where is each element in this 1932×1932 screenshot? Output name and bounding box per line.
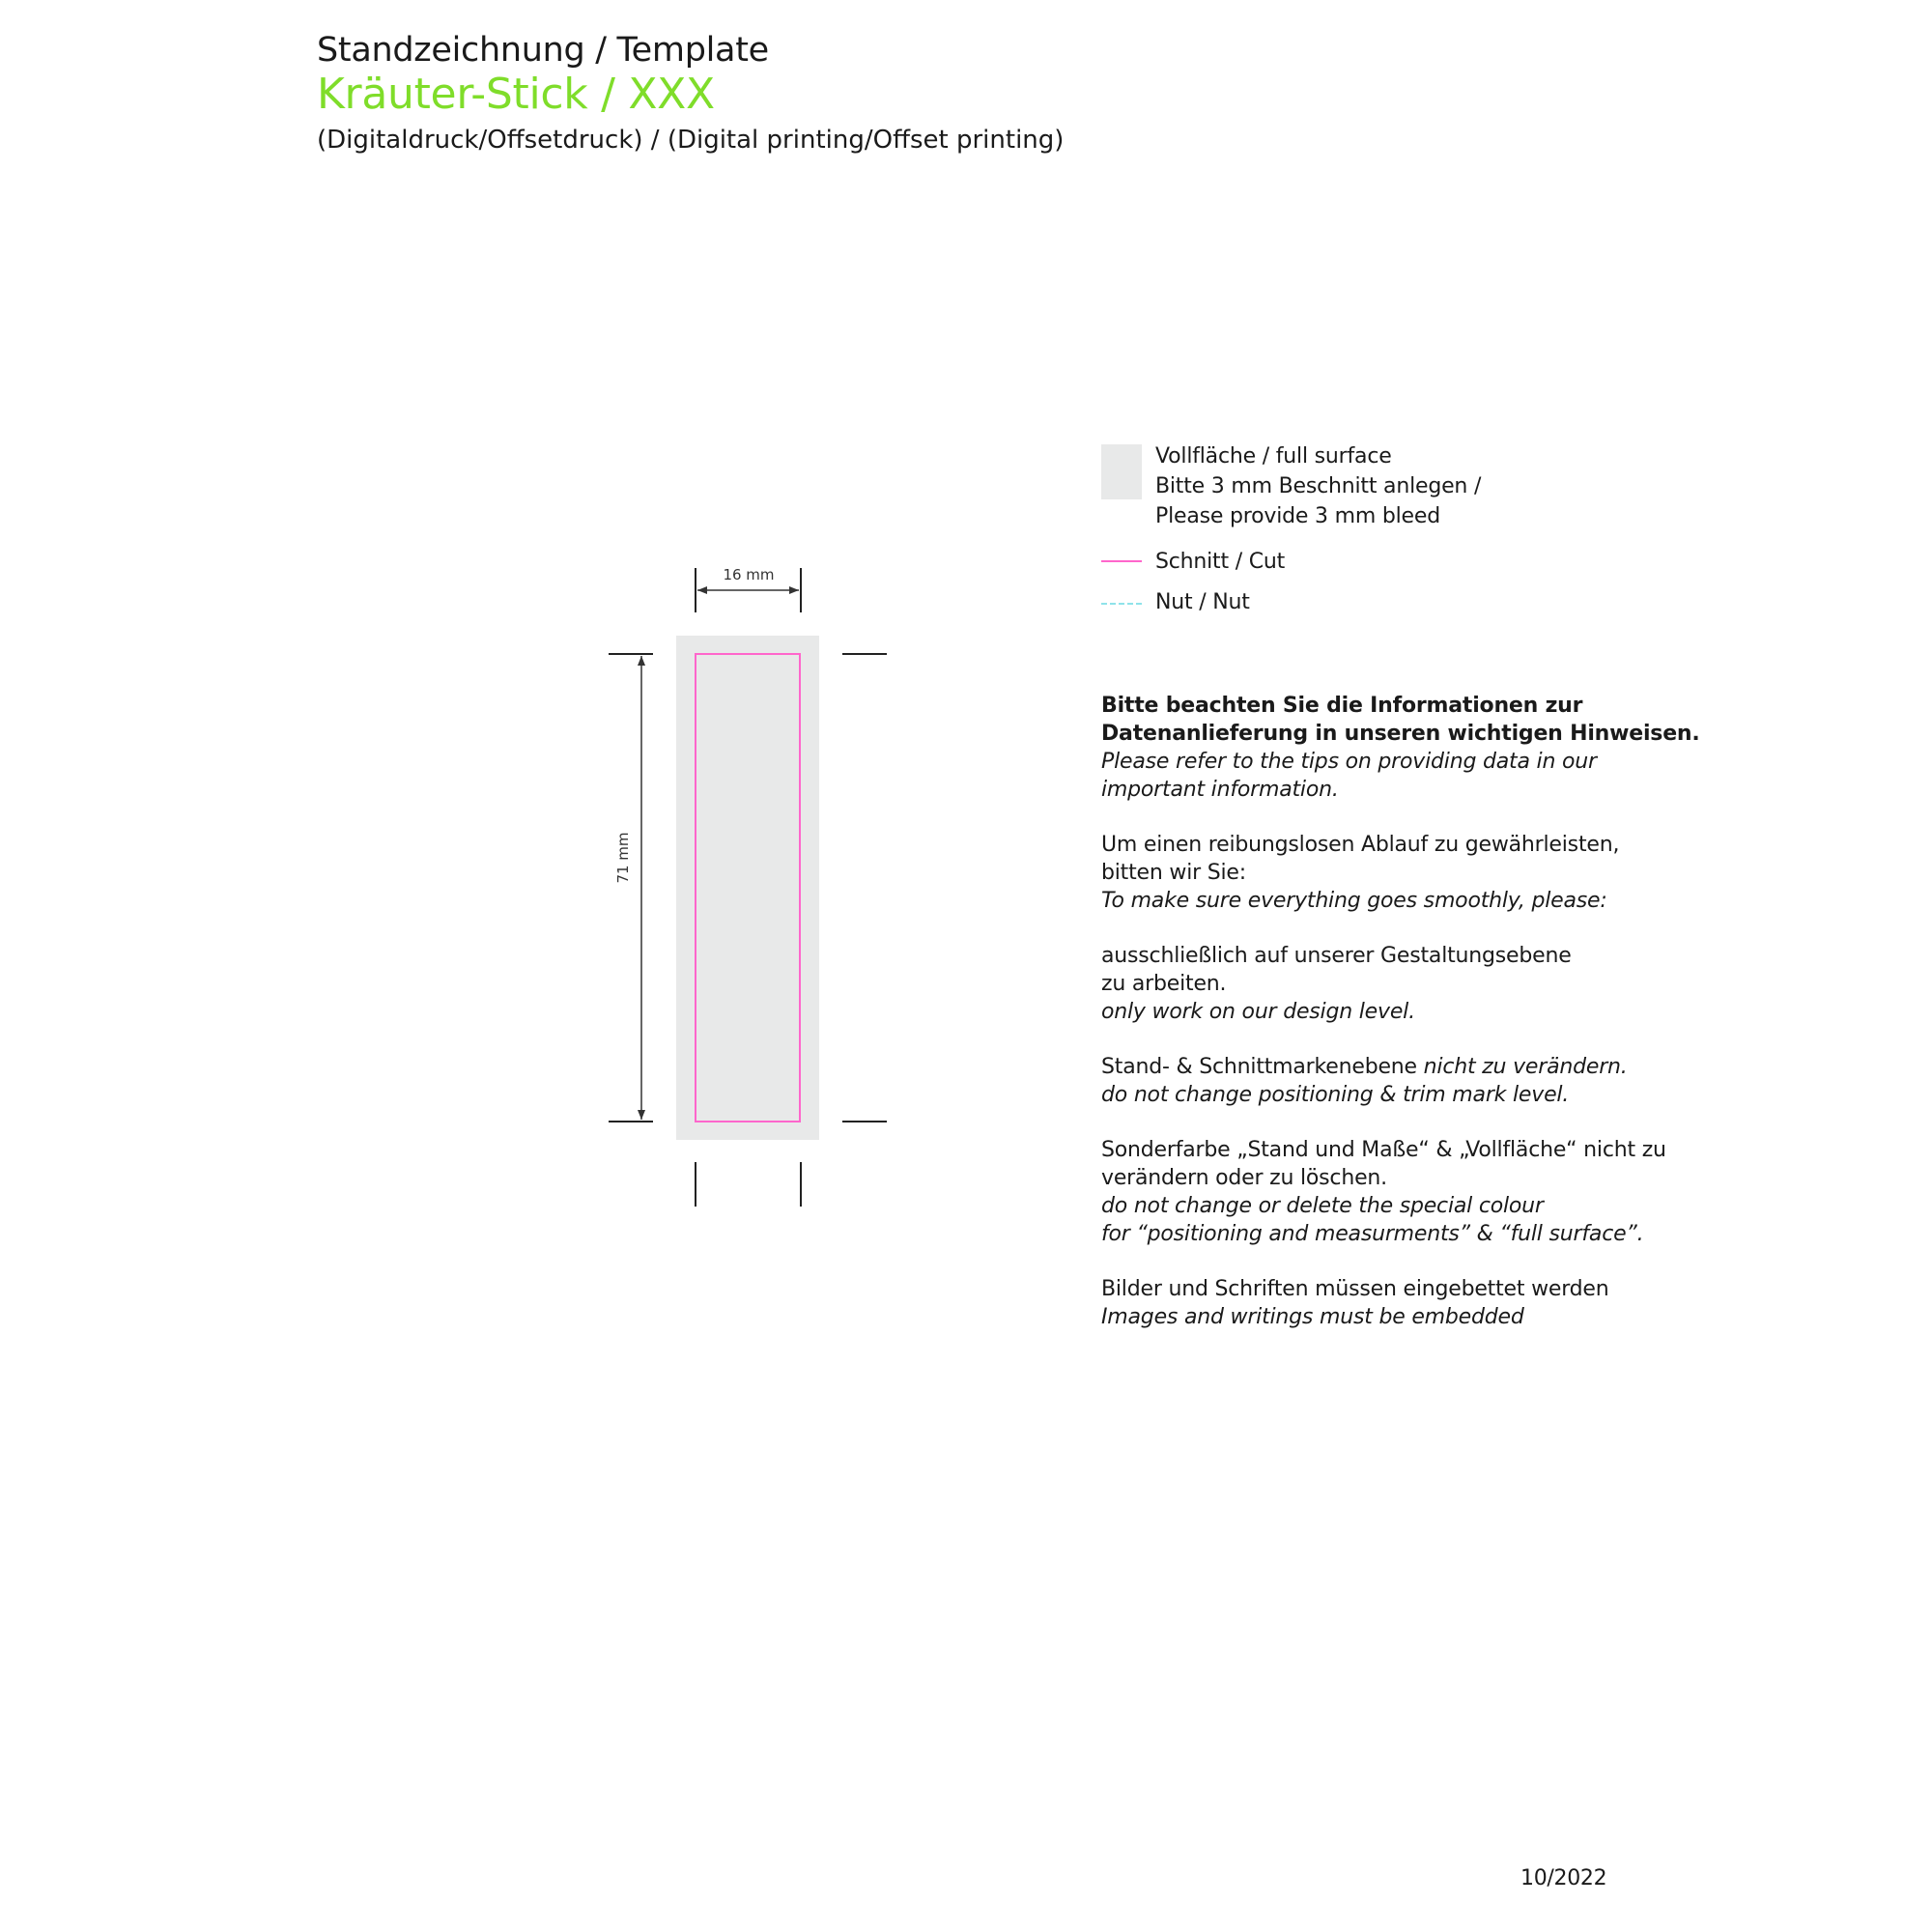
full-surface-swatch xyxy=(1101,444,1142,499)
note-colour-en-1: do not change or delete the special colour xyxy=(1101,1194,1544,1218)
height-label: 71 mm xyxy=(614,832,632,884)
page-subtitle: (Digitaldruck/Offsetdruck) / (Digital printing/Offset printing) xyxy=(317,126,1065,155)
product-name: Kräuter-Stick / XXX xyxy=(317,70,715,119)
note-colour xyxy=(1101,1136,1681,1248)
legend-full-surface xyxy=(1155,441,1481,531)
note-design-de-1: ausschließlich auf unserer Gestaltungsebene xyxy=(1101,944,1572,968)
note-smooth-de-1: Um einen reibungslosen Ablauf zu gewährleisten, xyxy=(1101,833,1620,857)
legend-full-surface-line2: Bitte 3 mm Beschnitt anlegen / xyxy=(1155,474,1482,498)
full-surface-area xyxy=(676,636,819,1140)
note-intro-en-2: important information. xyxy=(1101,778,1339,802)
note-marks xyxy=(1101,1053,1681,1109)
legend-cut: Schnitt / Cut xyxy=(1155,550,1286,574)
note-colour-de-2: verändern oder zu löschen. xyxy=(1101,1166,1387,1190)
note-intro-de-2: Datenanlieferung in unseren wichtigen Hinweisen. xyxy=(1101,722,1700,746)
cut-line-swatch xyxy=(1101,560,1142,562)
note-marks-de-italic: nicht zu verändern. xyxy=(1423,1055,1628,1079)
note-smooth-de-2: bitten wir Sie: xyxy=(1101,861,1246,885)
page-title: Standzeichnung / Template xyxy=(317,31,769,70)
note-colour-de-1: Sonderfarbe „Stand und Maße“ & „Vollfläche“ nicht zu xyxy=(1101,1138,1666,1162)
note-intro-de-1: Bitte beachten Sie die Informationen zur xyxy=(1101,694,1583,718)
width-label: 16 mm xyxy=(723,566,775,583)
revision-date: 10/2022 xyxy=(1520,1866,1607,1890)
height-dimension xyxy=(638,656,645,1120)
legend-crease: Nut / Nut xyxy=(1155,590,1250,614)
note-design-de-2: zu arbeiten. xyxy=(1101,972,1227,996)
note-colour-en-2: for “positioning and measurments” & “full surface”. xyxy=(1101,1222,1644,1246)
note-design-en: only work on our design level. xyxy=(1101,1000,1415,1024)
note-marks-de xyxy=(1101,1053,1681,1081)
note-intro xyxy=(1101,692,1700,804)
note-marks-de-regular: Stand- & Schnittmarkenebene xyxy=(1101,1055,1424,1079)
note-intro-en-1: Please refer to the tips on providing data in our xyxy=(1101,750,1597,774)
note-embed-en: Images and writings must be embedded xyxy=(1101,1305,1524,1329)
notes-block xyxy=(1101,692,1700,1358)
legend-full-surface-line1: Vollfläche / full surface xyxy=(1155,444,1392,469)
note-smooth xyxy=(1101,831,1681,915)
crease-line-swatch xyxy=(1101,603,1142,605)
note-smooth-en: To make sure everything goes smoothly, please: xyxy=(1101,889,1607,913)
legend-full-surface-line3: Please provide 3 mm bleed xyxy=(1155,504,1440,528)
note-embed xyxy=(1101,1275,1681,1331)
note-design xyxy=(1101,942,1681,1026)
note-embed-de: Bilder und Schriften müssen eingebettet werden xyxy=(1101,1277,1609,1301)
note-marks-en: do not change positioning & trim mark level. xyxy=(1101,1083,1570,1107)
